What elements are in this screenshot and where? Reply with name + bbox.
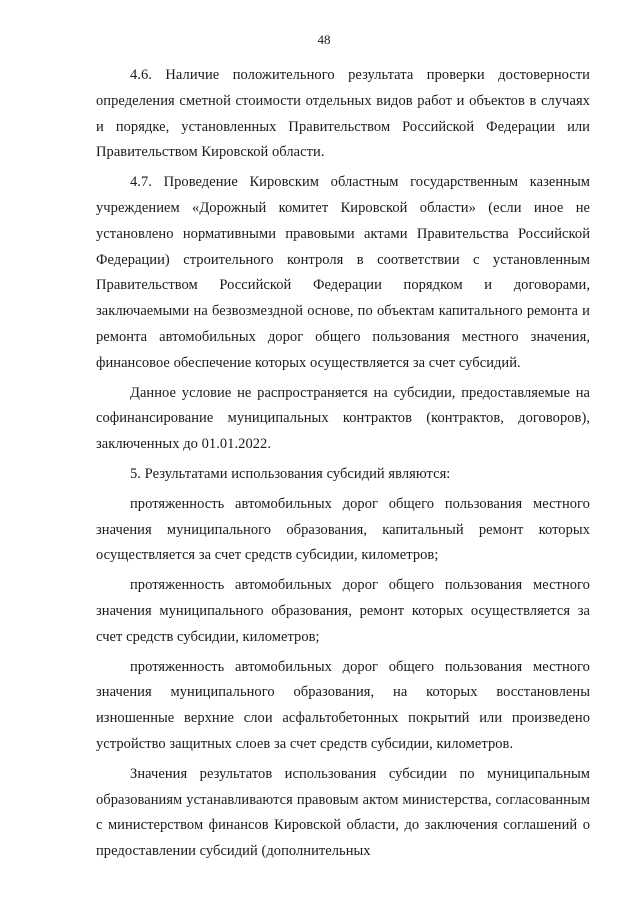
paragraph-4-6: 4.6. Наличие положительного результата проверки достоверности определения сметной стоимости отдельных видов работ и объектов в случаях и порядке, установленных Правительством Российской Федерации или Правительством Кировской области. (96, 67, 590, 161)
paragraph-4-7: 4.7. Проведение Кировским областным государственным казенным учреждением «Дорожный комитет Кировской области» (если иное не установлено нормативными правовыми актами Правительства Российской Федерации) строительного контроля в соответствии с установленным Правительством Российской Федерации порядком и договорами, заключаемыми на безвозмездной основе, по объектам капитального ремонта и ремонта автомобильных дорог общего пользования местного значения, финансовое обеспечение которых осуществляется за счет субсидий. (96, 174, 590, 371)
paragraph-5-heading: 5. Результатами использования субсидий являются: (130, 465, 451, 482)
paragraph-result-values: Значения результатов использования субсидии по муниципальным образованиям устанавливаются правовым актом министерства, согласованным с министерством финансов Кировской области, до заключения соглашений о предоставлении субсидий (дополнительных (96, 765, 590, 860)
paragraph-result-repair: протяженность автомобильных дорог общего пользования местного значения муниципального образования, ремонт которых осуществляется за счет средств субсидии, километров; (96, 577, 590, 645)
paragraph-result-surface-restoration: протяженность автомобильных дорог общего пользования местного значения муниципального образования, на которых восстановлены изношенные верхние слои асфальтобетонных покрытий или произведено устройство защитных слоев за счет средств субсидии, километров. (96, 658, 590, 752)
paragraph-exception: Данное условие не распространяется на субсидии, предоставляемые на софинансирование муниципальных контрактов (контрактов, договоров), заключенных до 01.01.2022. (96, 384, 590, 453)
page-number: 48 (317, 32, 331, 47)
paragraph-result-capital-repair: протяженность автомобильных дорог общего пользования местного значения муниципального образования, капитальный ремонт которых осуществляется за счет средств субсидии, километров; (96, 495, 590, 564)
document-body (96, 63, 590, 865)
